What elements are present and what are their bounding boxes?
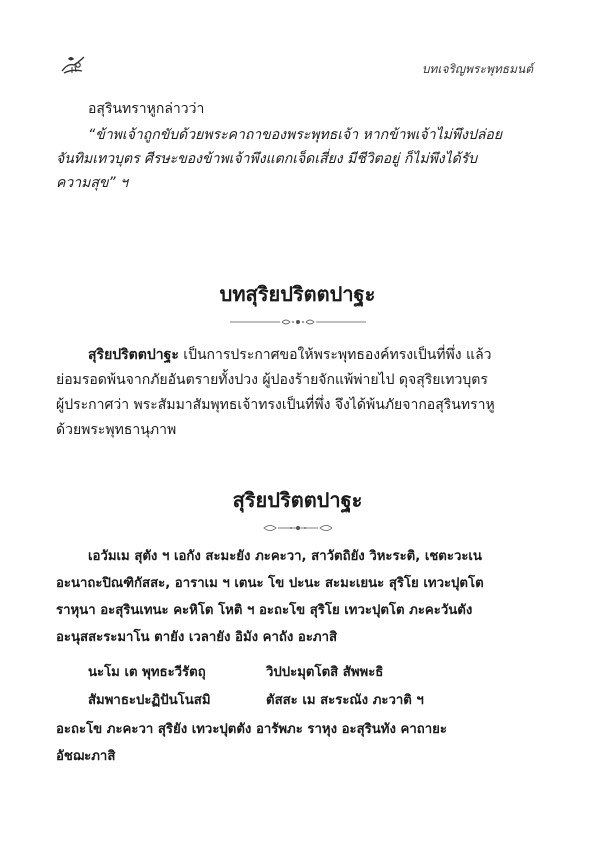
pali-line: เอวัมเม สุตัง ฯ เอกัง สะมะยัง ภะคะวา, สาวัตถิยัง วิหะระติ, เชตะวะเน [88, 549, 482, 564]
section-description [56, 343, 544, 443]
ornament-divider-icon [228, 312, 368, 331]
ornament-divider-icon [258, 518, 338, 537]
verse-left: สัมพาธะปะฏิปันโนสมิ [88, 693, 211, 708]
closing-line: อัชฌะภาสิ [56, 749, 116, 764]
intro-line: อสุรินทราหูกล่าวว่า [88, 101, 205, 117]
description-text: ด้วยพระพุทธานุภาพ [56, 422, 177, 438]
verse-right: ตัสสะ เม สะระณัง ภะวาติ ฯ [266, 693, 424, 708]
pali-line: ราหุนา อะสุรินเทนะ คะหิโต โหติ ฯ อะถะโข สุริโย เทวะปุตโต ภะคะวันตัง [56, 603, 473, 618]
pali-paragraph [56, 543, 544, 651]
closing-line: อะถะโข ภะคะวา สุริยัง เทวะปุตตัง อารัพภะ ราหุง อะสุรินทัง คาถายะ [56, 722, 447, 737]
closing-paragraph [56, 716, 544, 770]
intro-quote [56, 123, 544, 195]
quote-line: “ข้าพเจ้าถูกขับด้วยพระคาถาของพระพุทธเจ้า หากข้าพเจ้าไม่พึงปล่อย [88, 127, 503, 143]
running-head: บทเจริญพระพุทธมนต์ [421, 62, 533, 76]
chant-title: สุริยปริตตปาฐะ [232, 488, 363, 512]
pali-line: อะนาถะปิณฑิกัสสะ, อาราเม ฯ เตนะ โข ปะนะ สะมะเยนะ สุริโย เทวะปุตโต [56, 576, 484, 591]
quote-line: จันทิมเทวบุตร ศีรษะของข้าพเจ้าพึงแตกเจ็ดเสี่ยง มีชีวิตอยู่ ก็ไม่พึงได้รับ [56, 151, 478, 167]
verse-right: วิปปะมุตโตสิ สัพพะธิ [266, 665, 384, 680]
section-title: บทสุริยปริตตปาฐะ [219, 282, 376, 306]
description-text: เป็นการประกาศขอให้พระพุทธองค์ทรงเป็นที่พึ่ง แล้ว [178, 347, 492, 363]
verse-left: นะโม เต พุทธะวีรัตถุ [88, 665, 206, 680]
description-term: สุริยปริตตปาฐะ [88, 347, 179, 363]
quote-line: ความสุข” ฯ [56, 175, 128, 191]
temple-emblem-icon [60, 53, 86, 75]
description-text: ผู้ประกาศว่า พระสัมมาสัมพุทธเจ้าทรงเป็นที่พึ่ง จึงได้พ้นภัยจากอสุรินทราหู [56, 397, 495, 413]
pali-line: อะนุสสะระมาโน ตายัง เวลายัง อิมัง คาถัง อะภาสิ [56, 630, 338, 645]
description-text: ย่อมรอดพ้นจากภัยอันตรายทั้งปวง ผู้ปองร้ายจักแพ้พ่ายไป ดุจสุริยเทวบุตร [56, 372, 488, 388]
